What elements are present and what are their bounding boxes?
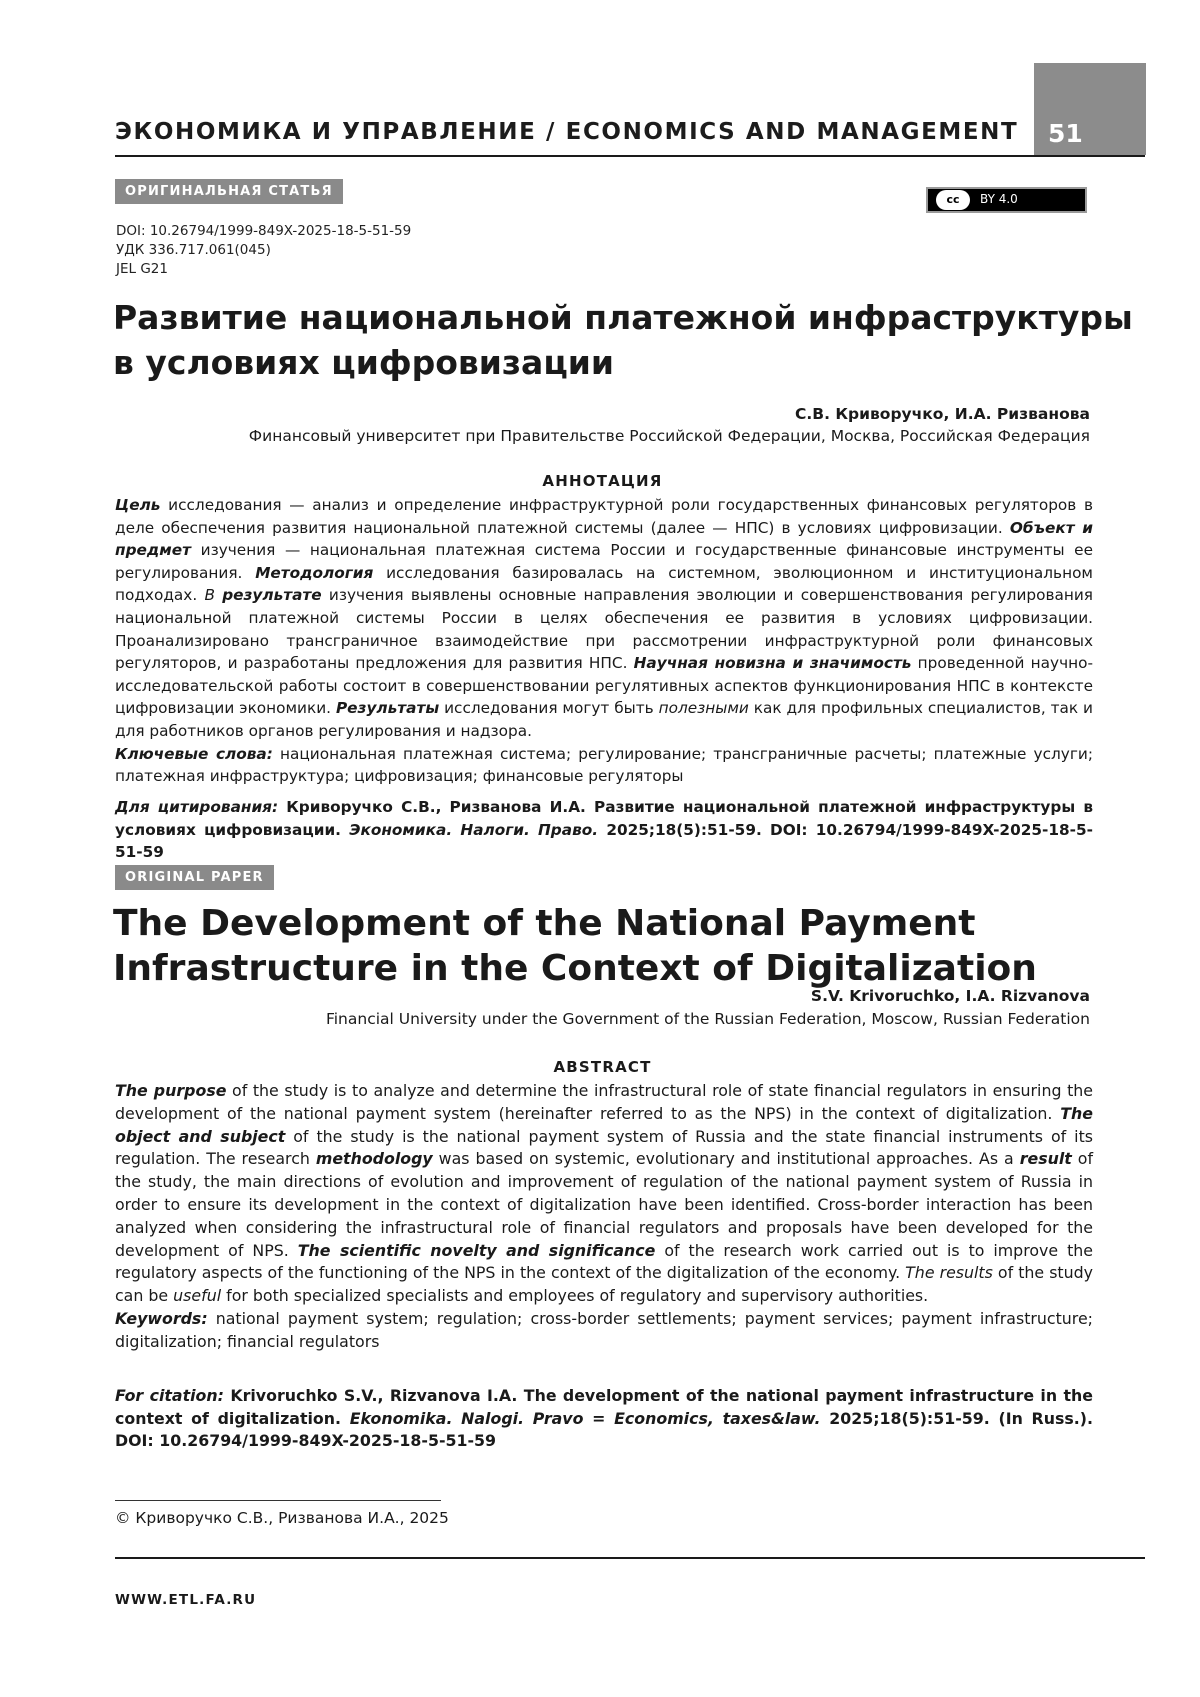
novelty-label-en: The scientific novelty and significance [297, 1240, 656, 1260]
authors-ru: С.В. Криворучко, И.А. Ризванова [795, 405, 1090, 423]
result-prefix: В [204, 586, 223, 605]
goal-label: Цель [115, 496, 161, 514]
authors-en: S.V. Krivoruchko, I.A. Rizvanova [810, 987, 1090, 1005]
citation-tail-ru: 2025;18(5):51-59. DOI: 10.26794/1999-849X-2025-18-5-51-59 [115, 820, 1093, 862]
keywords-en: national payment system; regulation; cross-border settlements; payment services; payment infrastructure; digitalization; financial regulators [115, 1308, 1093, 1351]
object-label: Объект и предмет [115, 518, 1093, 560]
useful-word-en: useful [173, 1286, 222, 1306]
keywords-label-en: Keywords: [115, 1308, 208, 1328]
title-ru-line1: Развитие национальной платежной инфраструктуры [113, 298, 1133, 337]
method-label-en: methodology [315, 1149, 433, 1169]
useful-word: полезными [658, 699, 749, 718]
license-text: BY 4.0 [980, 192, 1018, 206]
title-ru-line2: в условиях цифровизации [113, 343, 615, 382]
goal-text: исследования — анализ и определение инфраструктурной роли государственных финансовых регуляторов в деле обеспечения развития национальной платежной системы (далее — НПС) в условиях цифровизации. [115, 496, 1093, 537]
novelty-label: Научная новизна и значимость [633, 654, 912, 673]
result-label-en: result [1019, 1149, 1072, 1169]
result-text-en: of the study, the main directions of evolution and improvement of regulation of the national payment system of Russia in order to ensure its development in the context of digitalization have been identified. Cross-border interaction has been analyzed when considering the infrastructural role of financial regulators and proposals have been developed for the development of NPS. [115, 1149, 1093, 1260]
affiliation-ru: Финансовый университет при Правительстве Российской Федерации, Москва, Российская Федерация [248, 427, 1090, 445]
results-tail-en: for both specialized specialists and employees of regulatory and supervisory authorities. [221, 1286, 929, 1306]
results-label: Результаты [335, 699, 440, 718]
citation-text-en: Krivoruchko S.V., Rizvanova I.A. The development of the national payment infrastructure in the context of digitalization. [115, 1386, 1093, 1428]
results-text: исследования могут быть [439, 699, 659, 718]
header-rule [115, 155, 1145, 157]
results-text-en: of the study can be [115, 1263, 1094, 1306]
novelty-text-en: of the research work carried out is to improve the regulatory aspects of the functioning of the NPS in the context of the digitalization of the economy. [115, 1240, 1093, 1283]
citation-en [115, 1385, 1093, 1453]
abstract-heading: ABSTRACT [553, 1058, 652, 1076]
novelty-text: проведенной научно-исследовательской работы состоит в совершенствовании регулятивных аспектов функционирования НПС в контексте цифровизации экономики. [115, 654, 1093, 718]
method-label: Методология [255, 563, 374, 582]
annotation-body [115, 494, 1093, 788]
article-type-label-en: ORIGINAL PAPER [115, 865, 274, 890]
creative-commons-icon: cc [936, 190, 970, 210]
copyright: © Криворучко С.В., Ризванова И.А., 2025 [115, 1509, 449, 1527]
results-label-en: The results [905, 1263, 993, 1283]
affiliation-en: Financial University under the Government of the Russian Federation, Moscow, Russian Federation [325, 1010, 1090, 1028]
abstract-body [115, 1080, 1093, 1354]
title-en-line2: Infrastructure in the Context of Digitalization [113, 948, 1037, 989]
result-text: изучения выявлены основные направления эволюции и совершенствования регулирования национальной платежной системы России в целях обеспечения ее развития в условиях цифровизации. Проанализировано трансграничное взаимодействие при рассмотрении инфраструктурной роли финансовых регуляторов, и разработаны предложения для развития НПС. [115, 586, 1094, 673]
journal-section-header: ЭКОНОМИКА И УПРАВЛЕНИЕ / ECONOMICS AND MANAGEMENT [115, 119, 1019, 145]
page-number: 51 [1048, 119, 1083, 148]
citation-journal-en: Ekonomika. Nalogi. Pravo = Economics, taxes&law. [349, 1408, 821, 1428]
cc-license-badge[interactable] [926, 187, 1087, 213]
footer-url[interactable]: WWW.ETL.FA.RU [115, 1592, 257, 1608]
purpose-text: of the study is to analyze and determine the infrastructural role of state financial regulators in ensuring the development of the national payment system (hereinafter referred to as the NPS) in the context of digitalization. [115, 1081, 1094, 1123]
keywords-ru: национальная платежная система; регулирование; трансграничные расчеты; платежные услуги; платежная инфраструктура; цифровизация; финансовые регуляторы [115, 744, 1093, 786]
title-en-line1: The Development of the National Payment [113, 903, 976, 944]
results-tail: как для профильных специалистов, так и для работников органов регулирования и надзора. [115, 699, 1093, 740]
jel-code: JEL G21 [116, 261, 168, 277]
method-text-en: was based on systemic, evolutionary and institutional approaches. As a [432, 1149, 1020, 1169]
citation-label-ru: Для цитирования: [115, 798, 279, 816]
annotation-heading: АННОТАЦИЯ [542, 472, 663, 490]
result-label: результате [222, 586, 322, 605]
doi: DOI: 10.26794/1999-849X-2025-18-5-51-59 [116, 223, 412, 239]
udk-code: УДК 336.717.061(045) [116, 242, 271, 258]
article-type-label-ru: ОРИГИНАЛЬНАЯ СТАТЬЯ [115, 179, 343, 204]
purpose-label: The purpose [115, 1081, 227, 1100]
object-text: изучения — национальная платежная система России и государственные финансовые инструменты ее регулирования. [115, 541, 1093, 582]
citation-label-en: For citation: [115, 1386, 224, 1405]
citation-text-ru: Криворучко С.В., Ризванова И.А. Развитие национальной платежной инфраструктуры в условиях цифровизации. [115, 798, 1093, 839]
citation-tail-en: 2025;18(5):51-59. (In Russ.). DOI: 10.26794/1999-849X-2025-18-5-51-59 [115, 1408, 1093, 1451]
object-text-en: of the study is the national payment system of Russia and the state financial instruments of its regulation. The research [115, 1126, 1093, 1169]
keywords-label-ru: Ключевые слова: [115, 744, 273, 763]
object-label-en: The object and subject [115, 1103, 1093, 1146]
citation-journal-ru: Экономика. Налоги. Право. [349, 820, 599, 839]
footnote-rule [115, 1500, 441, 1501]
citation-ru [115, 796, 1093, 864]
method-text: исследования базировалась на системном, эволюционном и институциональном подходах. [115, 563, 1093, 605]
footer-rule [115, 1557, 1145, 1559]
